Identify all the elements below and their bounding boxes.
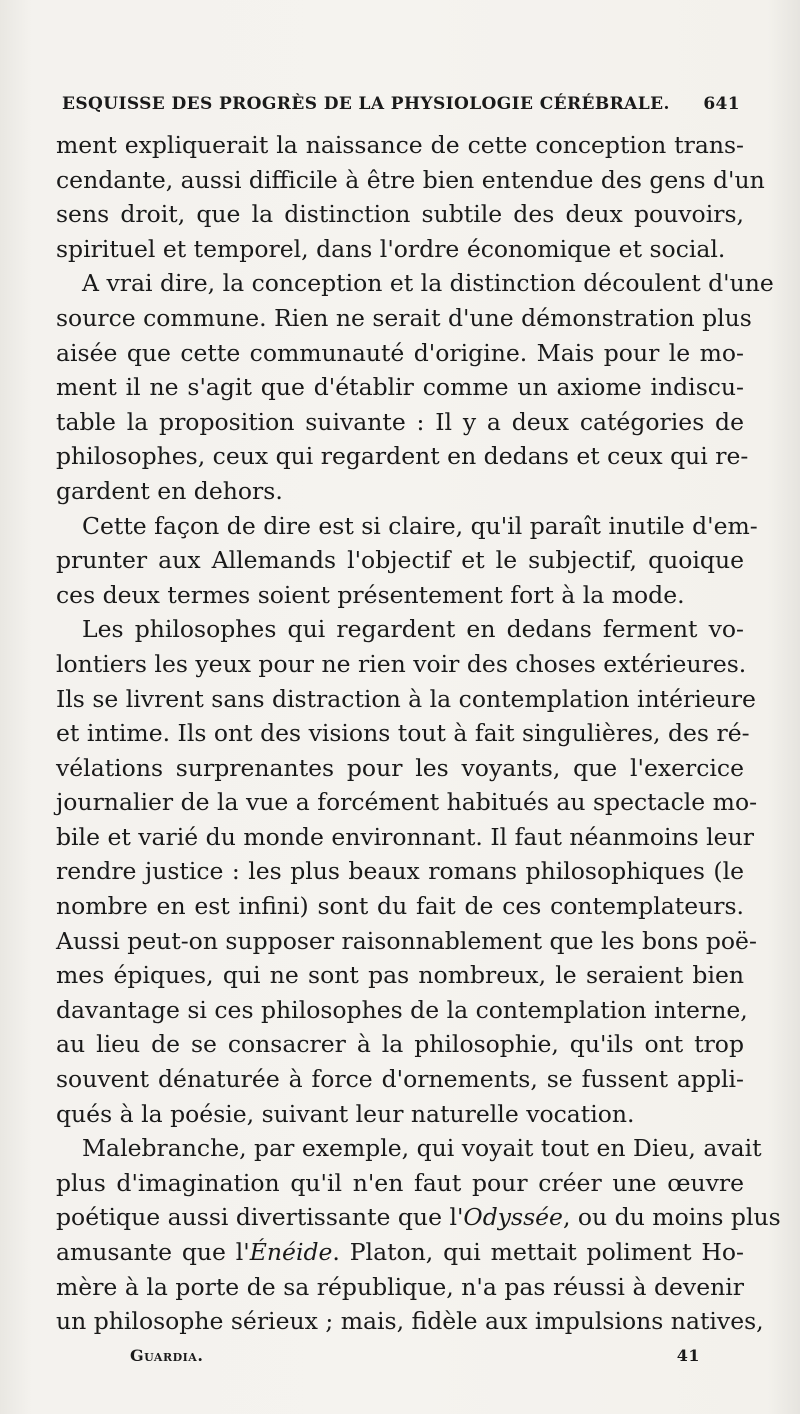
- text-line: qués à la poésie, suivant leur naturelle vocation.: [56, 1099, 635, 1128]
- text-line: journalier de la vue a forcément habitués au spectacle mo-: [56, 788, 758, 817]
- text-line: un philosophe sérieux ; mais, fidèle aux impulsions natives,: [56, 1307, 764, 1336]
- text-line: ment expliquerait la naissance de cette conception trans-: [56, 131, 744, 159]
- text-line: et intime. Ils ont des visions tout à fait singulières, des ré-: [56, 719, 750, 748]
- text-line: davantage si ces philosophes de la contemplation interne,: [56, 995, 748, 1024]
- text-line: souvent dénaturée à force d'ornements, se fussent appli-: [56, 1065, 744, 1094]
- text-line: spirituel et temporel, dans l'ordre économique et social.: [56, 234, 726, 263]
- text-line: vélations surprenantes pour les voyants, que l'exercice: [56, 753, 744, 782]
- text-line: sens droit, que la distinction subtile des deux pouvoirs,: [56, 200, 744, 229]
- text-line: lontiers les yeux pour ne rien voir des choses extérieures.: [56, 649, 747, 678]
- text-line: Cette façon de dire est si claire, qu'il paraît inutile d'em-: [82, 511, 758, 540]
- text-line: Malebranche, par exemple, qui voyait tout en Dieu, avait: [82, 1134, 762, 1163]
- page-number: 641: [703, 94, 740, 114]
- text-line: ces deux termes soient présentement fort à la mode.: [56, 580, 685, 609]
- text-line: mes épiques, qui ne sont pas nombreux, le seraient bien: [56, 961, 744, 990]
- text-line: table la proposition suivante : Il y a deux catégories de: [56, 407, 744, 436]
- text-line: ment il ne s'agit que d'établir comme un axiome indiscu-: [56, 373, 744, 402]
- text-line: A vrai dire, la conception et la distinction découlent d'une: [82, 269, 774, 298]
- body-text: [56, 128, 781, 1339]
- text-line: poétique aussi divertissante que l'Odyssée, ou du moins plus: [56, 1203, 781, 1232]
- sheet-number: 41: [676, 1346, 700, 1365]
- text-line: Ils se livrent sans distraction à la contemplation intérieure: [56, 684, 756, 713]
- text-line: mère à la porte de sa république, n'a pas réussi à devenir: [56, 1272, 744, 1301]
- text-line: nombre en est infini) sont du fait de ces contemplateurs.: [56, 892, 744, 921]
- text-line: prunter aux Allemands l'objectif et le subjectif, quoique: [56, 546, 744, 575]
- printer-signature: Guardia.: [130, 1346, 204, 1365]
- text-line: cendante, aussi difficile à être bien entendue des gens d'un: [56, 165, 765, 194]
- text-line: philosophes, ceux qui regardent en dedans et ceux qui re-: [56, 442, 749, 471]
- text-line: source commune. Rien ne serait d'une démonstration plus: [56, 303, 752, 332]
- page-footer: [130, 1346, 700, 1365]
- text-line: amusante que l'Énéide. Platon, qui mettait poliment Ho-: [56, 1238, 744, 1266]
- text-line: Les philosophes qui regardent en dedans ferment vo-: [82, 615, 744, 644]
- text-line: rendre justice : les plus beaux romans philosophiques (le: [56, 857, 744, 886]
- running-head-title: ESQUISSE DES PROGRÈS DE LA PHYSIOLOGIE CÉRÉBRALE.: [62, 94, 670, 114]
- text-line: gardent en dehors.: [56, 476, 283, 505]
- text-line: aisée que cette communauté d'origine. Mais pour le mo-: [56, 338, 744, 367]
- text-line: plus d'imagination qu'il n'en faut pour créer une œuvre: [56, 1168, 744, 1197]
- text-line: au lieu de se consacrer à la philosophie, qu'ils ont trop: [56, 1030, 744, 1059]
- text-line: bile et varié du monde environnant. Il faut néanmoins leur: [56, 822, 754, 851]
- text-line: Aussi peut-on supposer raisonnablement que les bons poë-: [56, 926, 757, 955]
- running-head: [62, 94, 740, 114]
